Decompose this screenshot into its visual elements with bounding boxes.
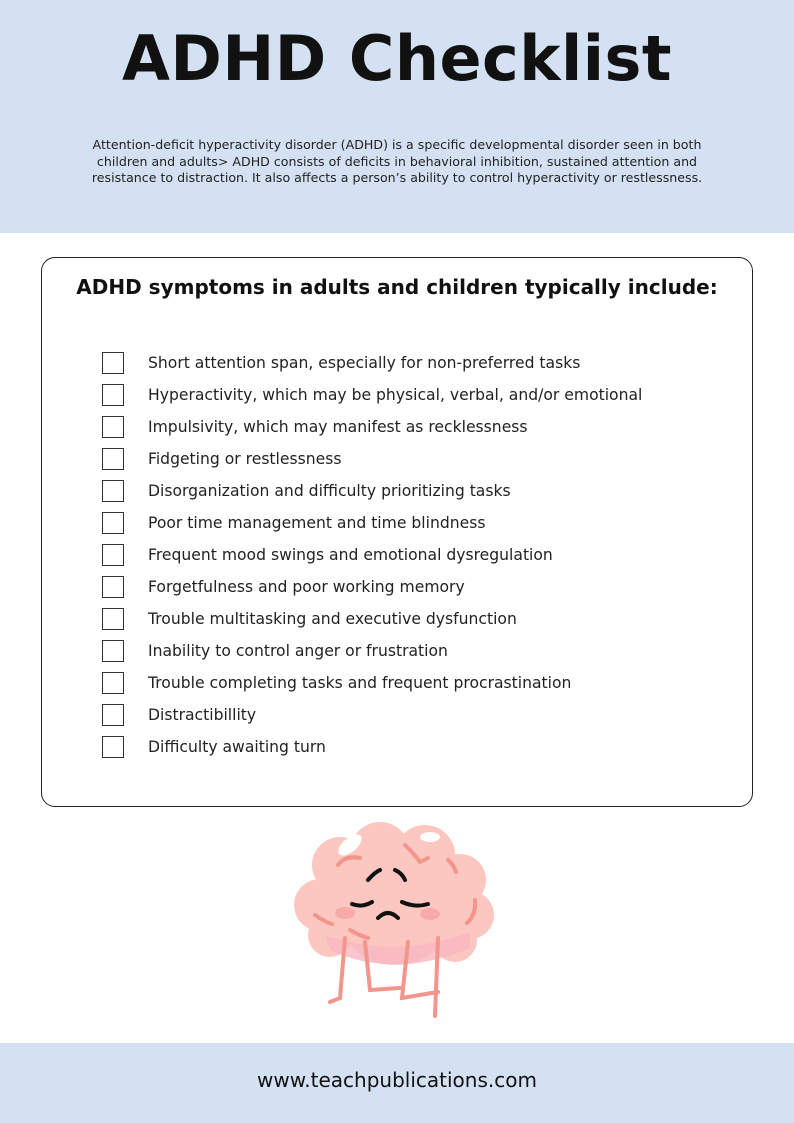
checkbox[interactable]	[102, 480, 124, 502]
checklist-item	[102, 475, 642, 507]
checklist-item-label: Poor time management and time blindness	[148, 514, 486, 532]
checkbox[interactable]	[102, 512, 124, 534]
checklist-item	[102, 379, 642, 411]
checklist-item-label: Frequent mood swings and emotional dysregulation	[148, 546, 553, 564]
checkbox[interactable]	[102, 352, 124, 374]
checkbox[interactable]	[102, 448, 124, 470]
checklist-item	[102, 635, 642, 667]
checkbox[interactable]	[102, 576, 124, 598]
checklist-item-label: Forgetfulness and poor working memory	[148, 578, 465, 596]
checklist-item	[102, 603, 642, 635]
checklist-item-label: Fidgeting or restlessness	[148, 450, 342, 468]
checkbox[interactable]	[102, 672, 124, 694]
website-url[interactable]: www.teachpublications.com	[257, 1068, 537, 1092]
page-title: ADHD Checklist	[121, 22, 673, 95]
checklist-item	[102, 539, 642, 571]
checkbox[interactable]	[102, 736, 124, 758]
checklist-item-label: Trouble completing tasks and frequent procrastination	[148, 674, 572, 692]
checklist-item	[102, 731, 642, 763]
checklist-item-label: Hyperactivity, which may be physical, verbal, and/or emotional	[148, 386, 643, 404]
checkbox[interactable]	[102, 384, 124, 406]
checklist-item	[102, 347, 642, 379]
sad-brain-icon	[280, 820, 510, 1020]
intro-paragraph: Attention-deficit hyperactivity disorder (ADHD) is a specific developmental disorder seen in both children and adults> ADHD consists of deficits in behavioral inhibition, sustained attention and resistance to distraction. It also affects a person’s ability to control hyperactivity or restlessness.	[91, 137, 703, 185]
checklist-heading: ADHD symptoms in adults and children typically include:	[76, 275, 718, 299]
checklist	[102, 347, 642, 763]
checklist-item-label: Difficulty awaiting turn	[148, 738, 326, 756]
checkbox[interactable]	[102, 608, 124, 630]
checklist-item-label: Trouble multitasking and executive dysfunction	[148, 610, 517, 628]
checklist-item	[102, 571, 642, 603]
checklist-item-label: Short attention span, especially for non-preferred tasks	[148, 354, 581, 372]
checklist-item	[102, 507, 642, 539]
checkbox[interactable]	[102, 544, 124, 566]
checkbox[interactable]	[102, 640, 124, 662]
checklist-item-label: Distractibillity	[148, 706, 257, 724]
checklist-item	[102, 699, 642, 731]
checklist-item-label: Disorganization and difficulty prioritizing tasks	[148, 482, 511, 500]
checklist-item	[102, 443, 642, 475]
checklist-item	[102, 411, 642, 443]
checklist-item	[102, 667, 642, 699]
checklist-item-label: Inability to control anger or frustration	[148, 642, 448, 660]
checkbox[interactable]	[102, 416, 124, 438]
checkbox[interactable]	[102, 704, 124, 726]
checklist-item-label: Impulsivity, which may manifest as recklessness	[148, 418, 528, 436]
